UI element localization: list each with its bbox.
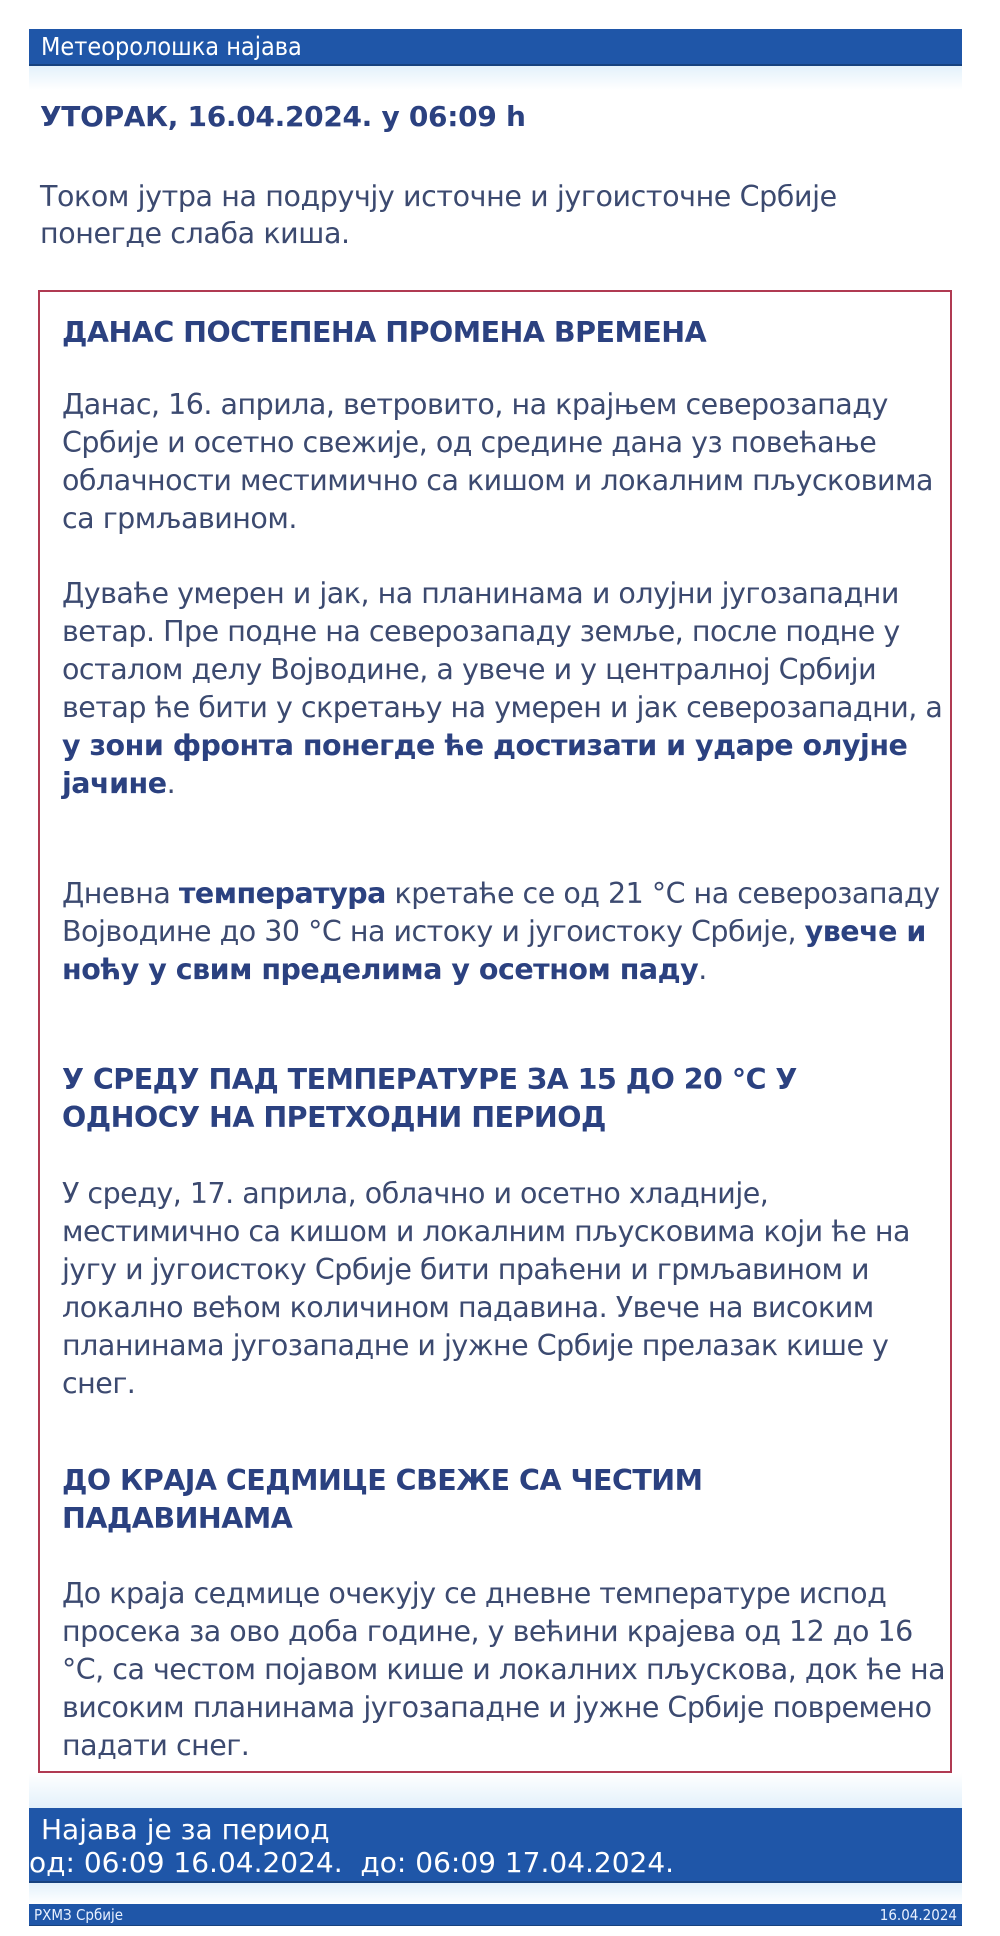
source-strip xyxy=(29,1904,962,1926)
validity-label: Најава је за период xyxy=(41,1813,330,1846)
paragraph-today-wind: Дуваће умерен и јак, на планинама и олујни југозападни ветар. Пре подне на северозападу земље, после подне у осталом делу Војводине, а увече и у централној Србији ветар ће бити у скретању на умерен и јак северозападни, а у зони фронта понегде ће достизати и ударе олујне јачине. xyxy=(62,577,943,800)
section-title-week-end: ДО КРАЈА СЕДМИЦЕ СВЕЖЕ СА ЧЕСТИМ ПАДАВИНАМА xyxy=(62,1464,703,1535)
forecast-box xyxy=(38,290,952,1773)
forecast-header-bar xyxy=(29,29,962,66)
wind-warning-bold: у зони фронта понегде ће достизати и ударе олујне јачине xyxy=(62,729,908,800)
source-label: РХМЗ Србије xyxy=(34,1906,124,1924)
section-title-wednesday: У СРЕДУ ПАД ТЕМПЕРАТУРЕ ЗА 15 ДО 20 °C У ОДНОСУ НА ПРЕТХОДНИ ПЕРИОД xyxy=(62,1063,797,1134)
paragraph-wednesday: У среду, 17. априла, облачно и осетно хладније, местимично са кишом и локалним пљусковима који ће на југу и југоистоку Србије бити праћени и грмљавином и локално већом количином падавина. Увече на високим планинама југозападне и јужне Србије прелазак кише у снег. xyxy=(62,1177,910,1400)
header-title: Метеоролошка најава xyxy=(41,32,302,61)
validity-period: од: 06:09 16.04.2024. до: 06:09 17.04.2024. xyxy=(29,1846,675,1879)
footer-fade-divider xyxy=(29,1773,962,1808)
source-date: 16.04.2024 xyxy=(879,1906,957,1924)
bottom-fade-divider xyxy=(29,1883,962,1904)
temperature-drop-bold: увече и ноћу у свим пределима у осетном паду xyxy=(62,915,926,986)
intro-paragraph: Током јутра на подручју источне и југоисточне Србије понегде слаба киша. xyxy=(40,180,837,250)
issued-date-heading: УТОРАК, 16.04.2024. у 06:09 h xyxy=(40,100,526,133)
section-title-today: ДАНАС ПОСТЕПЕНА ПРОМЕНА ВРЕМЕНА xyxy=(62,316,707,349)
temperature-bold: температура xyxy=(178,877,386,910)
validity-period-bar xyxy=(29,1808,962,1883)
paragraph-week-end: До краја седмице очекују се дневне температуре испод просека за ово доба године, у већини крајева од 12 до 16 °C, са честом појавом кише и локалних пљускова, док ће на високим планинама југозападне и јужне Србије повремено падати снег. xyxy=(62,1577,946,1762)
paragraph-today-temperature: Дневна температура кретаће се од 21 °C на северозападу Војводине до 30 °C на истоку и југоистоку Србије, увече и ноћу у свим пределима у осетном паду. xyxy=(62,877,940,986)
paragraph-today-overview: Данас, 16. априла, ветровито, на крајњем северозападу Србије и осетно свежије, од средине дана уз повећање облачности местимично са кишом и локалним пљусковима са грмљавином. xyxy=(62,388,933,535)
header-fade-divider xyxy=(29,66,962,90)
